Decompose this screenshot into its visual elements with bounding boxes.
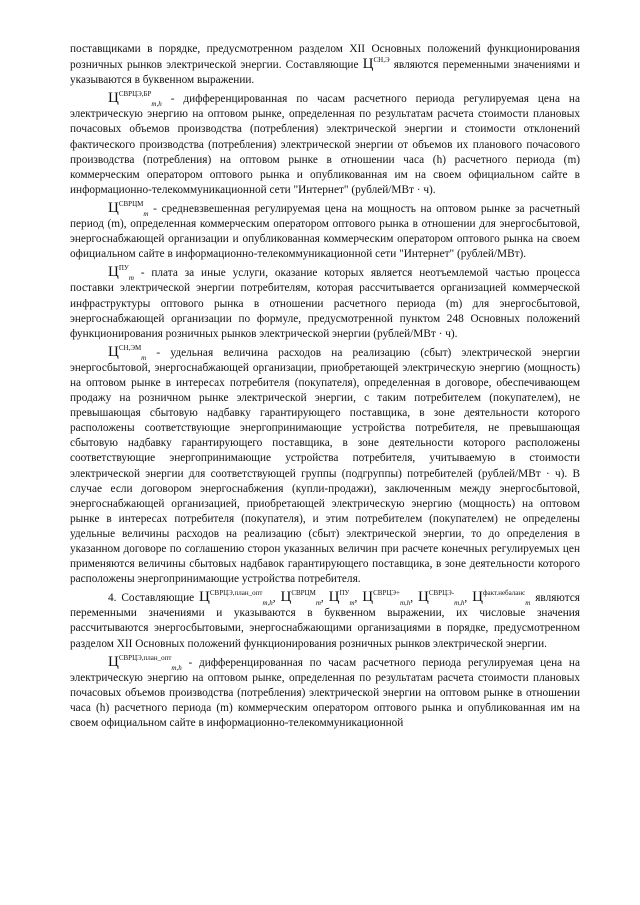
text: поставщиками в порядке, предусмотренном [70, 43, 300, 55]
formula-symbol: $Ц^{СВРЦМ}_m$ [280, 589, 321, 608]
definition-text: - удельная величина расходов на реализацию (сбыт) электрической энергии энергосбытовой, энергоснабжающей организации, приобретающей электрическую энергию (мощность) на оптовом рынке в интересах потребителя (покупателя), определенная в договоре, обеспечивающем продажу на розничном рынке электрической энергии, с таким потребителем (покупателем), не превышающая сбытовую надбавку гарантирующего поставщика, в зоне деятельности которого расположены соответствующие энергопринимающие устройства потребителя, не превышающая сбытовую надбавку гарантирующего поставщика, в зоне деятельности которого расположены соответствующие энергопринимающие устройства потребителя, учитываемую в стоимости электрической энергии для соответствующей группы (подгруппы) потребителей (рублей/МВт · ч). В случае если договором энергоснабжения (купли-продажи), заключенным между энергосбытовой, энергоснабжающей организацией, приобретающей электрическую энергию (мощность) на оптовом рынке в интересах потребителя (покупателя), и этим потребителем (покупателем) не определены удельные величины расходов на реализацию (сбыт) электрической энергии, то до определения в указанном договоре по соглашению сторон указанных величин при расчете конечных регулируемых цен применяются величины сбытовых надбавок гарантирующего поставщика, в зоне деятельности которого расположены энергопринимающие устройства потребителя. [70, 346, 580, 586]
clause-link[interactable]: пунктом 248 [399, 312, 464, 325]
text: являются переменными значениями и указываются в буквенном выражении. [70, 59, 580, 87]
definition-1 [70, 91, 580, 198]
definition-3 [70, 265, 580, 341]
formula-symbol: $Ц^{СВРЦЭ+}_{m,h}$ [362, 589, 411, 608]
formula-symbol: $Ц^{СН,Э}$ [362, 56, 390, 73]
definition-text: - дифференцированная по часам расчетного периода регулируемая цена на электрическую энергию на оптовом рынке, определенная по результатам расчета стоимости плановых почасовых объемов производства (потребления) электрической энергии на оптовом рынке в отношении часа (h) расчетного периода (m) коммерческим оператором оптового рынка и опубликованная им на своем официальном сайте в информационно-телекоммуникационной [70, 656, 580, 730]
formula-symbol: $Ц^{СВРЦМ}_m$ [108, 199, 149, 218]
text: являются переменными значениями и указываются в буквенном выражении, их числовые значения рассчитываются энергосбытовыми, энергоснабжающими организациями в порядке, предусмотренном [70, 592, 580, 635]
definition-text: Основных положений функционирования розничных рынков электрической энергии (рублей/МВт · ч). [70, 312, 581, 340]
paragraph-4: 4. Составляющие $Ц^{СВРЦЭ,план\_опт}_{m,h}$, $Ц^{СВРЦМ}_m$, $Ц^{ПУ}_m$, $Ц^{СВРЦЭ+}_{m,h}$, $Ц^{СВРЦЭ-}_{m,h}$, $Ц^{факт.небаланс}_m$ являются переменными значениями и указываются в буквенном выражении, их числовые значения рассчитываются энергосбытовыми, энергоснабжающими организациями в порядке, предусмотренном разделом XII Основных положений функционирования розничных рынков электрической энергии. [70, 589, 580, 650]
formula-symbol: $Ц^{ПУ}_m$ [328, 589, 355, 608]
definition-2 [70, 201, 580, 262]
formula-symbol: $Ц^{СВРЦЭ-}_{m,h}$ [418, 589, 465, 608]
section-link[interactable]: разделом XII [70, 637, 133, 650]
text: Основных положений функционирования розничных рынков электрической энергии. [132, 637, 547, 650]
formula-symbol: $Ц^{СВРЦЭ,план\_опт}_{m,h}$ [108, 653, 182, 672]
definition-text: - плата за иные услуги, оказание которых является неотъемлемой частью процесса поставки электрической энергии потребителям, которая рассчитывается организацией коммерческой инфраструктуры оптового рынка в отношении расчетного периода (m) для энергосбытовой, энергоснабжающей организации по формуле, предусмотренной [70, 267, 580, 325]
definition-text: - дифференцированная по часам расчетного периода регулируемая цена на электрическую энергию на оптовом рынке, определенная по результатам расчета стоимости плановых почасовых объемов производства (потребления) электрической энергии и стоимости отклонений фактического производства (потребления) электрической энергии от объемов их планового почасового производства (потребления) на оптовом рынке в отношении часа (h) расчетного периода (m) коммерческим оператором оптового рынка и опубликованная им на своем официальном сайте в информационно-телекоммуникационной сети "Интернет" (рублей/МВт · ч). [70, 93, 580, 196]
formula-symbol: $Ц^{СВРЦЭ,план\_опт}_{m,h}$ [199, 589, 273, 608]
paragraph-intro [70, 42, 580, 88]
formula-symbol: $Ц^{факт.небаланс}_m$ [472, 589, 531, 608]
definition-4 [70, 345, 580, 588]
document-page [70, 42, 580, 872]
section-link[interactable]: разделом XII [299, 43, 366, 55]
text: 4. Составляющие [108, 592, 200, 605]
definition-text: - средневзвешенная регулируемая цена на мощность на оптовом рынке за расчетный период (m), определенная коммерческим оператором оптового рынка в отношении для энергосбытовой, энергоснабжающей организации и опубликованная коммерческим оператором оптового рынка на своем официальном сайте в информационно-телекоммуникационной сети "Интернет" (рублей/МВт). [70, 202, 580, 261]
formula-symbol: $Ц^{СВРЦЭ,БР}_{m,h}$ [108, 90, 162, 109]
text: Основных положений функционирования розничных рынков электрической энергии. Составляющие [70, 43, 580, 72]
definition-5 [70, 655, 580, 731]
formula-symbol: $Ц^{СН,ЭМ}_m$ [108, 343, 147, 362]
formula-symbol: $Ц^{ПУ}_m$ [108, 264, 134, 283]
